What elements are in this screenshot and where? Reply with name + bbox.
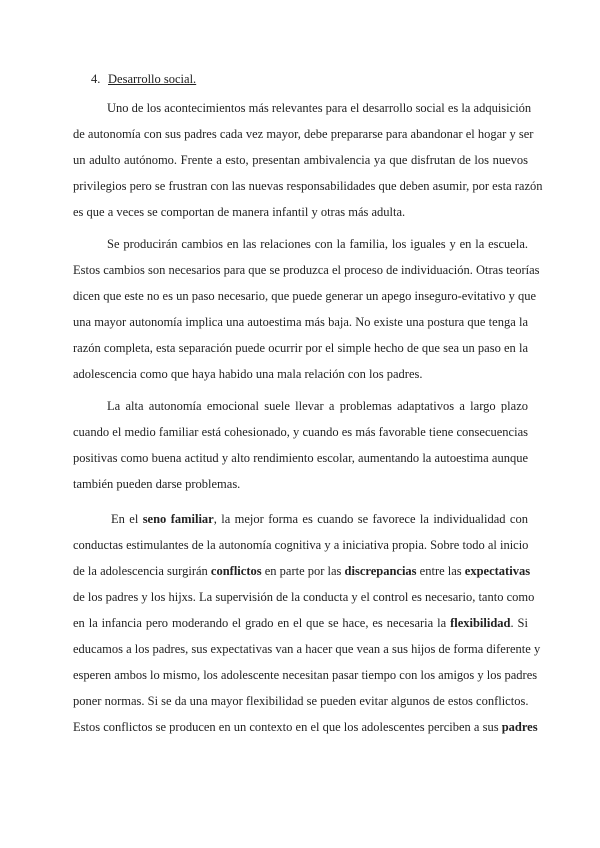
paragraph-4-line: de los padres y los hijxs. La supervisión de la conducta y el control es necesario, tanto como [73,590,535,604]
bold-term-padres: padres [501,720,538,734]
bold-term-flexibilidad: flexibilidad [450,616,511,630]
paragraph-3-line: cuando el medio familiar está cohesionado, y cuando es más favorable tiene consecuencias [73,425,528,439]
paragraph-2-line: razón completa, esta separación puede ocurrir por el simple hecho de que sea un paso en la [73,341,528,355]
paragraph-3-line: también pueden darse problemas. [73,477,241,491]
section-heading [91,66,196,92]
paragraph-1-line: de autonomía con sus padres cada vez mayor, debe prepararse para abandonar el hogar y ser [73,127,534,141]
paragraph-4-line [73,506,528,532]
text-run: de la adolescencia surgirán [73,564,211,578]
paragraph-1-line: privilegios pero se frustran con las nuevas responsabilidades que deben asumir, por esta razón [73,179,543,193]
bold-term-conflictos: conflictos [210,564,262,578]
text-run: en la infancia pero moderando el grado en el que se hace, es necesaria la [73,616,451,630]
paragraph-4-line: poner normas. Si se da una mayor flexibilidad se pueden evitar algunos de estos conflictos. [73,694,529,708]
text-run: . Si [510,616,528,630]
text-run: entre las [416,564,465,578]
paragraph-4-line [73,714,538,740]
paragraph-2-line: una mayor autonomía implica una autoestima más baja. No existe una postura que tenga la [73,315,528,329]
bold-term-discrepancias: discrepancias [344,564,417,578]
section-title: Desarrollo social. [108,72,197,86]
text-run: En el [111,512,143,526]
paragraph-4-line [73,558,531,584]
paragraph-2-line: Se producirán cambios en las relaciones con la familia, los iguales y en la escuela. [107,237,528,251]
paragraph-3-line: positivas como buena actitud y alto rendimiento escolar, aumentando la autoestima aunque [73,451,528,465]
text-run: Estos conflictos se producen en un contexto en el que los adolescentes perciben a sus [73,720,502,734]
paragraph-1-line: es que a veces se comportan de manera infantil y otras más adulta. [73,205,406,219]
section-number: 4. [91,72,101,86]
paragraph-2-line: adolescencia como que haya habido una mala relación con los padres. [73,367,423,381]
text-run: en parte por las [261,564,345,578]
paragraph-4-line: educamos a los padres, sus expectativas van a hacer que vean a sus hijos de forma diferente y [73,642,541,656]
paragraph-2-line: Estos cambios son necesarios para que se produzca el proceso de individuación. Otras teorías [73,263,540,277]
bold-term-expectativas: expectativas [464,564,531,578]
paragraph-4-line: esperen ambos lo mismo, los adolescente necesitan pasar tiempo con los amigos y los padres [73,668,538,682]
paragraph-1-line: Uno de los acontecimientos más relevantes para el desarrollo social es la adquisición [107,101,532,115]
paragraph-4-line: conductas estimulantes de la autonomía cognitiva y a iniciativa propia. Sobre todo al inicio [73,538,529,552]
text-run: , la mejor forma es cuando se favorece la individualidad con [213,512,528,526]
paragraph-3-line: La alta autonomía emocional suele llevar a problemas adaptativos a largo plazo [107,399,528,413]
paragraph-1-line: un adulto autónomo. Frente a esto, presentan ambivalencia ya que disfrutan de los nuevos [73,153,528,167]
paragraph-4-line [73,610,528,636]
bold-term-seno-familiar: seno familiar [142,512,214,526]
paragraph-2-line: dicen que este no es un paso necesario, que puede generar un apego inseguro-evitativo y que [73,289,537,303]
